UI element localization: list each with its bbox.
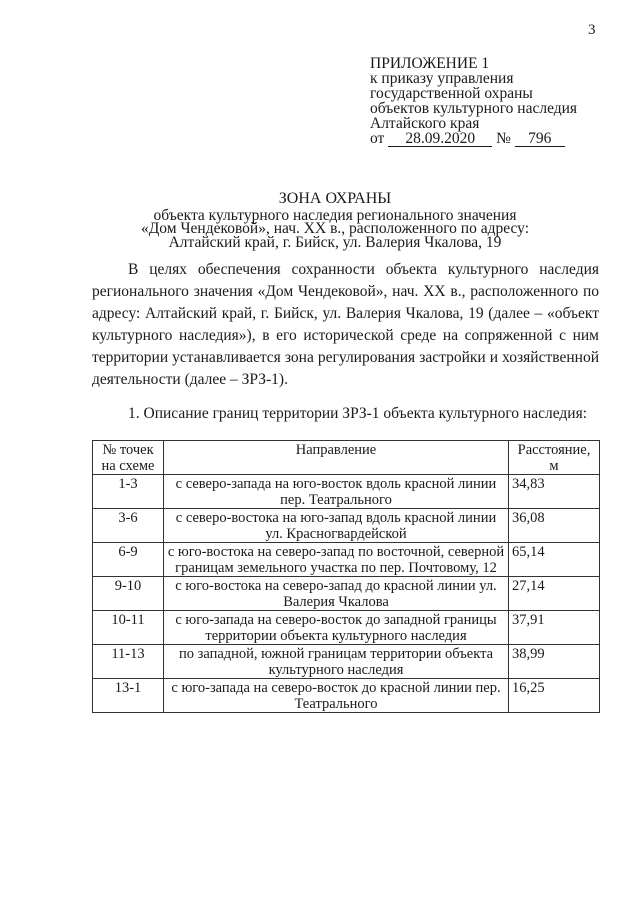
table-row [93, 509, 600, 543]
table-row [93, 543, 600, 577]
title-line-2: «Дом Чендековой», нач. ХХ в., расположенного по адресу: [140, 220, 530, 237]
appendix-block [370, 56, 610, 147]
appendix-line-1: к приказу управления [370, 70, 514, 87]
row-distance: 37,91 [509, 611, 600, 645]
row-points: 3-6 [93, 509, 164, 543]
title-line-3: Алтайский край, г. Бийск, ул. Валерия Чкалова, 19 [168, 233, 502, 251]
row-distance: 36,08 [509, 509, 600, 543]
header-distance: Расстояние, м [509, 441, 600, 475]
appendix-line-4: Алтайского края [370, 115, 480, 132]
title-line-1: объекта культурного наследия регионального значения [153, 206, 517, 224]
row-distance: 65,14 [509, 543, 600, 577]
row-distance: 16,25 [509, 679, 600, 713]
row-direction: с северо-востока на юго-запад вдоль красной линии ул. Красногвардейской [164, 509, 509, 543]
title-zone: ЗОНА ОХРАНЫ [278, 190, 392, 207]
row-direction: с юго-запада на северо-восток до западной границы территории объекта культурного наследия [164, 611, 509, 645]
row-direction: по западной, южной границам территории объекта культурного наследия [164, 645, 509, 679]
table-row [93, 475, 600, 509]
row-points: 11-13 [93, 645, 164, 679]
row-distance: 34,83 [509, 475, 600, 509]
row-distance: 38,99 [509, 645, 600, 679]
table-row [93, 645, 600, 679]
appendix-number-label: № [496, 130, 511, 147]
header-points: № точек на схеме [93, 441, 164, 475]
row-points: 13-1 [93, 679, 164, 713]
section-heading: 1. Описание границ территории ЗРЗ-1 объекта культурного наследия: [128, 405, 588, 422]
page-number: 3 [588, 22, 596, 38]
row-direction: с юго-востока на северо-запад до красной линии ул. Валерия Чкалова [164, 577, 509, 611]
document-title [90, 192, 580, 249]
appendix-order-date: 28.09.2020 [388, 132, 492, 147]
row-points: 1-3 [93, 475, 164, 509]
row-points: 6-9 [93, 543, 164, 577]
intro-paragraph: В целях обеспечения сохранности объекта культурного наследия регионального значения «Дом Чендековой», нач. ХХ в., расположенного по адресу: Алтайский край, г. Бийск, ул. Валерия Чкалова, 19 (далее – «объект культурного наследия»), в его исторической среде на сопряженной с ним территории устанавливается зона регулирования застройки и хозяйственной деятельности (далее – ЗРЗ-1). [92, 261, 599, 388]
table-row [93, 679, 600, 713]
row-direction: с северо-запада на юго-восток вдоль красной линии пер. Театрального [164, 475, 509, 509]
appendix-order-number: 796 [515, 132, 565, 147]
boundary-table [92, 440, 600, 713]
row-direction: с юго-запада на северо-восток до красной линии пер. Театрального [164, 679, 509, 713]
row-points: 9-10 [93, 577, 164, 611]
table-header-row [93, 441, 600, 475]
row-points: 10-11 [93, 611, 164, 645]
table-row [93, 577, 600, 611]
appendix-from-label: от [370, 130, 385, 147]
row-direction: с юго-востока на северо-запад по восточной, северной границам земельного участка по пер. Почтовому, 12 [164, 543, 509, 577]
appendix-title: ПРИЛОЖЕНИЕ 1 [370, 55, 490, 72]
appendix-line-3: объектов культурного наследия [370, 100, 578, 117]
header-direction: Направление [164, 441, 509, 475]
row-distance: 27,14 [509, 577, 600, 611]
appendix-line-2: государственной охраны [370, 85, 533, 102]
table-row [93, 611, 600, 645]
appendix-order-line [370, 131, 610, 147]
